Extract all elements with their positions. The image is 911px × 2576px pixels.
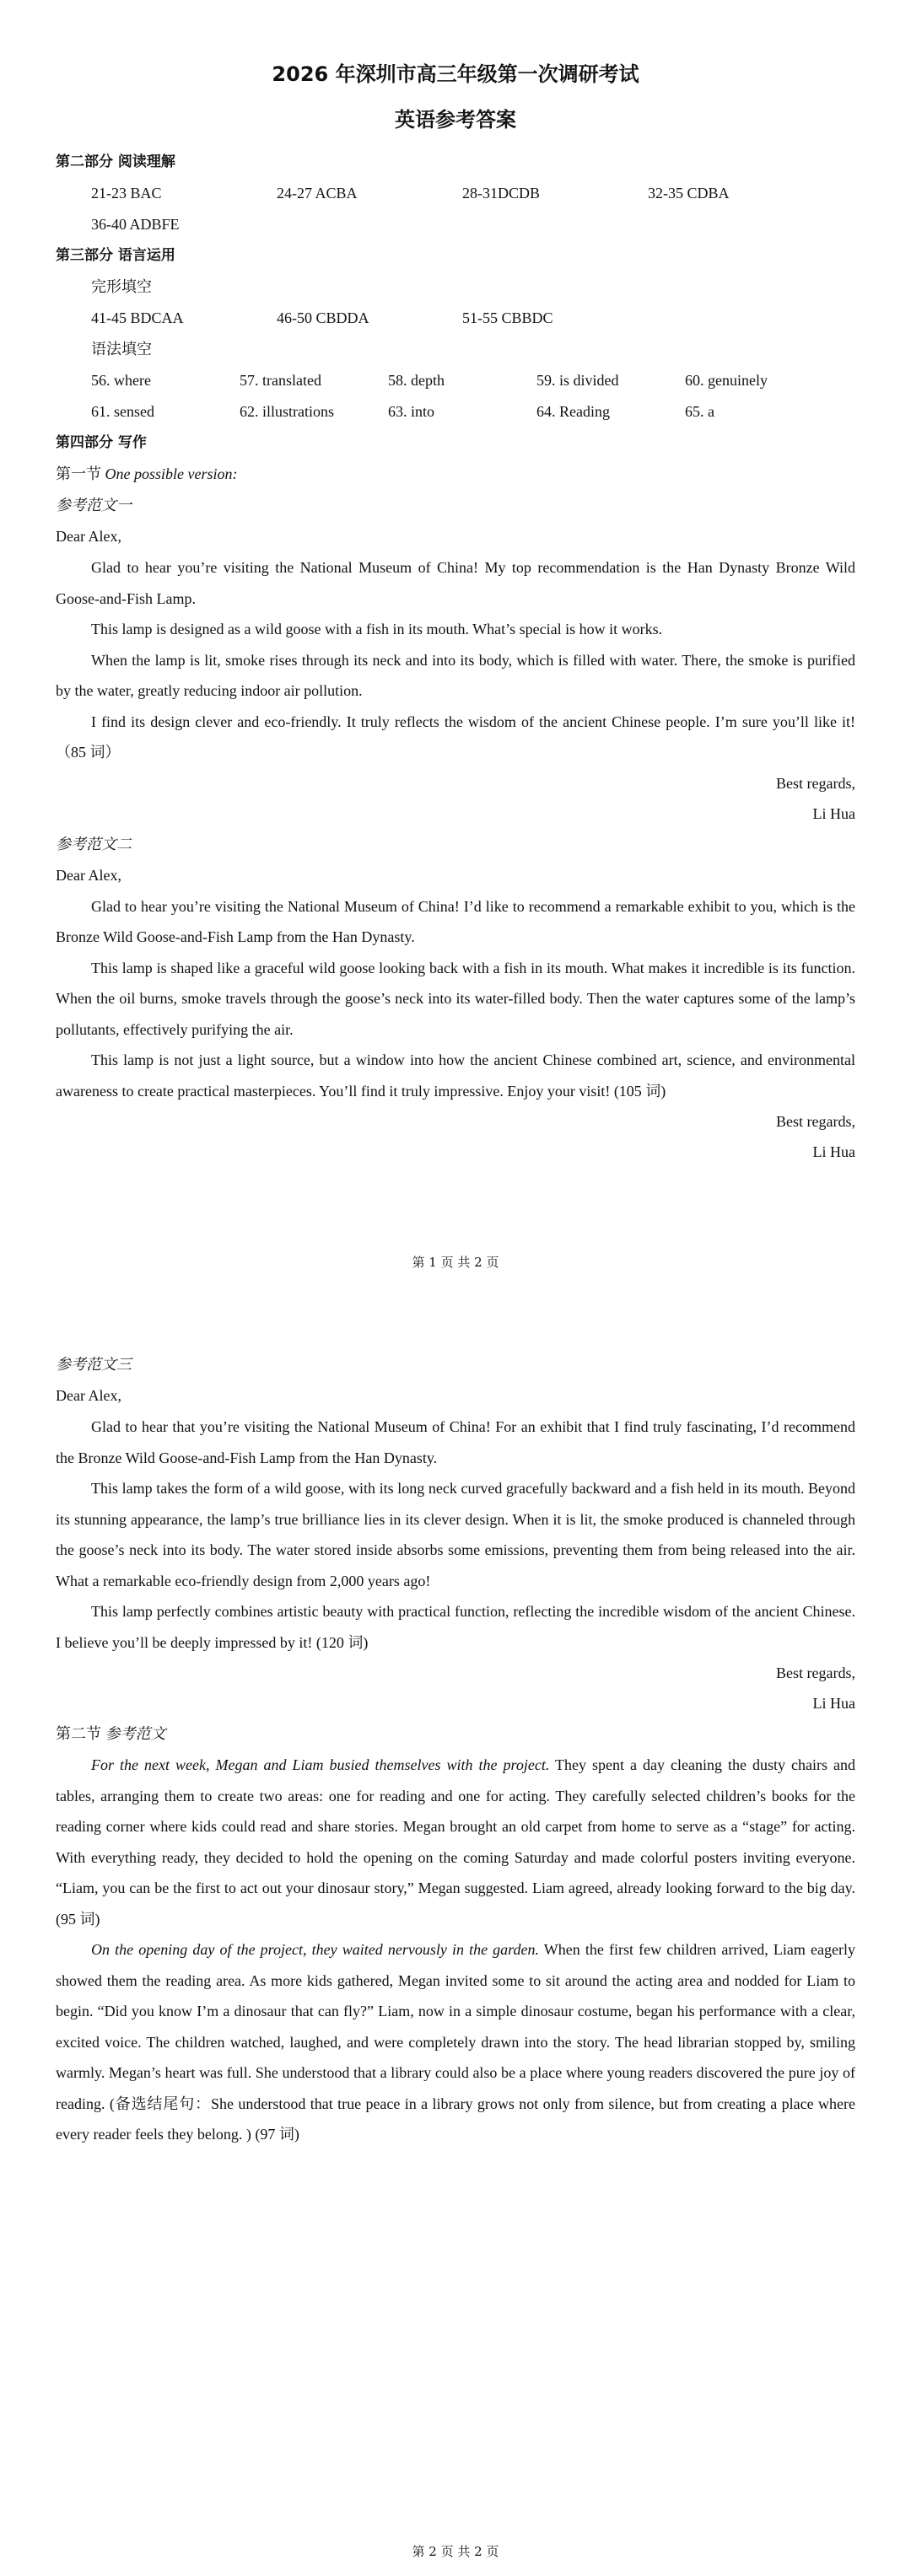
answer-group: 46-50 CBDDA [277,309,369,326]
sample1-paragraph: Glad to hear you’re visiting the National Museum of China! My top recommendation is the Han Dynasty Bronze Wild Goose-and-Fish Lamp. [56,559,855,607]
grammar-answers-row-1 [56,365,855,396]
answer-item: 57. translated [240,372,321,389]
page-1 [0,0,911,1270]
story-lead-sentence: On the opening day of the project, they waited nervously in the garden. [91,1941,540,1958]
section1-title: One possible version: [105,465,238,482]
answer-item: 60. genuinely [685,372,768,389]
answer-group: 51-55 CBBDC [462,309,553,326]
reading-answers-row-1 [56,178,855,209]
answer-item: 65. a [685,403,714,420]
answer-group: 24-27 ACBA [277,185,358,202]
cloze-answers-row [56,303,855,334]
grammar-answers-row-2 [56,396,855,428]
sample1-label: 参考范文一 [56,497,132,514]
reading-answers-row-2 [56,209,855,240]
answer-group: 36-40 ADBFE [91,216,180,233]
answer-item: 62. illustrations [240,403,334,420]
section2-heading [56,1718,855,1750]
sample3-label: 参考范文三 [56,1356,132,1373]
sample2-signature: Li Hua [812,1143,855,1160]
section1-prefix: 第一节 [56,465,101,482]
part2-heading: 第二部分 阅读理解 [56,153,175,170]
sample3-paragraph: This lamp takes the form of a wild goose, with its long neck curved gracefully backward and a fish held in its mouth. Beyond its stunning appearance, the lamp’s true brilliance lies in its clever design. When it is lit, the smoke produced is channeled through the goose’s neck into its body. The water stored inside absorbs some emissions, preventing them from being released into the air. What a remarkable eco-friendly design from 2,000 years ago! [56,1480,855,1589]
page-2 [0,1299,911,2576]
sample3-paragraph: Glad to hear that you’re visiting the National Museum of China! For an exhibit that I find truly fascinating, I’d recommend the Bronze Wild Goose-and-Fish Lamp from the Han Dynasty. [56,1418,855,1466]
sample2-paragraph: This lamp is not just a light source, but a window into how the ancient Chinese combined art, science, and environmental awareness to create practical masterpieces. You’ll find it truly impressive. Enjoy your visit! (105 词) [56,1051,855,1100]
part3-heading: 第三部分 语言运用 [56,247,175,264]
answer-item: 56. where [91,372,151,389]
sample2-paragraph: This lamp is shaped like a graceful wild goose looking back with a fish in its mouth. What makes it incredible is its function. When the oil burns, smoke travels through the goose’s neck into its water-filled body. Then the water captures some of the lamp’s pollutants, effectively purifying the air. [56,959,855,1038]
story-paragraph-2 [56,1934,855,2150]
sample3-signature: Li Hua [812,1695,855,1712]
sample2-closing: Best regards, [776,1113,855,1130]
story-lead-sentence: For the next week, Megan and Liam busied themselves with the project. [91,1756,550,1773]
answer-group: 21-23 BAC [91,185,162,202]
sample2-greeting: Dear Alex, [56,866,121,884]
page-number-footer: 第 1 页 共 2 页 [412,1255,499,1270]
sample1-greeting: Dear Alex, [56,528,121,545]
answer-item: 59. is divided [536,372,619,389]
sample3-greeting: Dear Alex, [56,1387,121,1404]
answer-group: 32-35 CDBA [648,185,730,202]
section2-prefix: 第二节 [56,1725,101,1742]
sample3-paragraph: This lamp perfectly combines artistic beauty with practical function, reflecting the incredible wisdom of the ancient Chinese. I believe you’ll be deeply impressed by it! (120 词) [56,1603,855,1651]
page-number-footer: 第 2 页 共 2 页 [412,2544,499,2559]
cloze-label: 完形填空 [91,278,152,295]
section1-heading [56,459,855,490]
section2-title: 参考范文 [105,1725,166,1742]
sample1-signature: Li Hua [812,804,855,822]
answer-key-continued [56,1349,855,2150]
page-title: 2026 年深圳市高三年级第一次调研考试 [272,62,639,86]
answer-item: 61. sensed [91,403,154,420]
sample2-paragraph: Glad to hear you’re visiting the National Museum of China! I’d like to recommend a remarkable exhibit to you, which is the Bronze Wild Goose-and-Fish Lamp from the Han Dynasty. [56,897,855,945]
sample1-paragraph: When the lamp is lit, smoke rises through its neck and into its body, which is filled with water. There, the smoke is purified by the water, greatly reducing indoor air pollution. [56,651,855,699]
answer-item: 63. into [388,403,435,420]
answer-key [56,147,855,1167]
answer-item: 58. depth [388,372,445,389]
story-paragraph-1 [56,1750,855,1934]
sample3-closing: Best regards, [776,1664,855,1681]
story-body: When the first few children arrived, Liam eagerly showed them the reading area. As more kids gathered, Megan invited some to sit around the acting area and nodded for Liam to begin. “Did you know I’m a dinosaur that can fly?” Liam, now in a simple dinosaur costume, began his performance with a clear, excited voice. The children watched, laughed, and were completely drawn into the story. The head librarian stopped by, smiling warmly. Megan’s heart was full. She understood that a library could also be a place where young readers discovered the pure joy of reading. (备选结尾句：She understood that true peace in a library grows not only from silence, but from creating a place where every reader feels they belong. ) (97 词) [56,1941,855,2143]
sample1-paragraph: I find its design clever and eco-friendly. It truly reflects the wisdom of the ancient Chinese people. I’m sure you’ll like it! （85 词） [56,713,855,761]
answer-group: 28-31DCDB [462,185,541,202]
answer-item: 64. Reading [536,403,610,420]
part4-heading: 第四部分 写作 [56,434,147,451]
sample2-label: 参考范文二 [56,835,132,852]
sample1-paragraph: This lamp is designed as a wild goose with a fish in its mouth. What’s special is how it works. [91,621,663,637]
grammar-label: 语法填空 [91,341,152,358]
story-body: They spent a day cleaning the dusty chairs and tables, arranging them to create two areas: one for reading and one for acting. They carefully selected children’s books for the reading corner where kids could read and share stories. Megan brought an old carpet from home to serve as a “stage” for acting. With everything ready, they decided to hold the opening on the coming Saturday and made colorful posters inviting everyone. “Liam, you can be the first to act out your dinosaur story,” Megan suggested. Liam agreed, already looking forward to the big day. (95 词) [56,1756,855,1928]
answer-group: 41-45 BDCAA [91,309,184,326]
sample1-closing: Best regards, [776,774,855,792]
page-subtitle: 英语参考答案 [395,108,516,132]
